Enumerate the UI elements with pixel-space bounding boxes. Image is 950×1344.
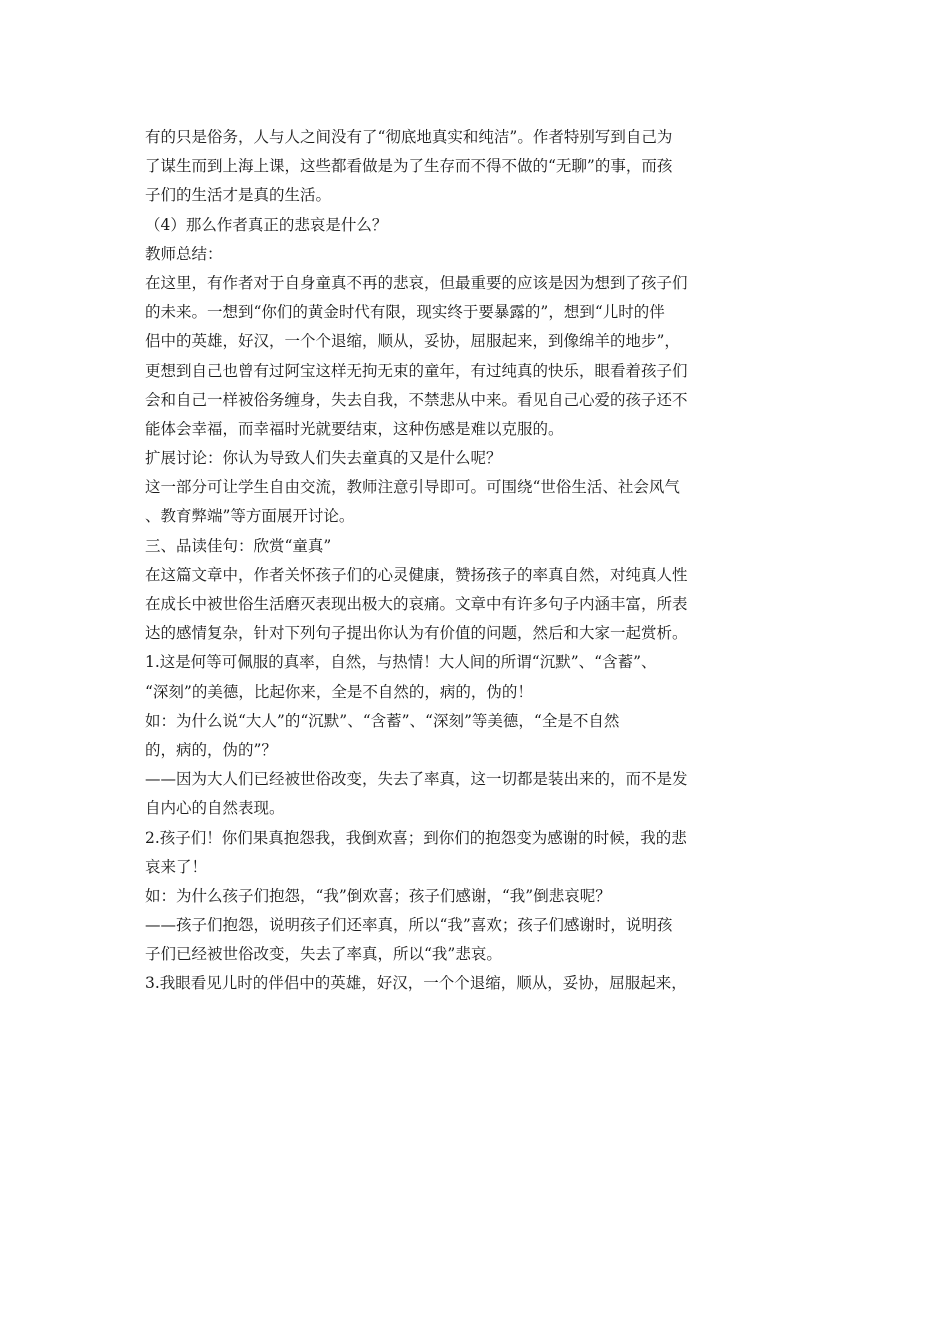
- example-question: 如：为什么孩子们抱怨，“我”倒欢喜；孩子们感谢，“我”倒悲哀呢？: [145, 886, 611, 905]
- text-line: 能体会幸福，而幸福时光就要结束，这种伤感是难以克服的。: [145, 419, 564, 438]
- text-line: 会和自己一样被俗务缠身，失去自我，不禁悲从中来。看见自己心爱的孩子还不: [145, 390, 688, 409]
- section-heading: 三、品读佳句：欣赏“童真”: [145, 536, 332, 555]
- text-line: 、教育弊端”等方面展开讨论。: [145, 507, 355, 526]
- text-line: 有的只是俗务，人与人之间没有了“彻底地真实和纯洁”。作者特别写到自己为: [145, 128, 673, 146]
- text-line: 在这里，有作者对于自身童真不再的悲哀，但最重要的应该是因为想到了孩子们: [145, 273, 688, 292]
- quote-item: 1.这是何等可佩服的真率，自然，与热情！大人间的所谓“沉默”、“含蓄”、: [145, 653, 657, 672]
- discussion-prompt: 扩展讨论：你认为导致人们失去童真的又是什么呢？: [145, 449, 502, 468]
- document-body: [145, 123, 740, 999]
- text-line: 更想到自己也曾有过阿宝这样无拘无束的童年，有过纯真的快乐，眼看着孩子们: [145, 361, 688, 380]
- text-line: 达的感情复杂，针对下列句子提出你认为有价值的问题，然后和大家一起赏析。: [145, 624, 688, 643]
- question-heading: （4）那么作者真正的悲哀是什么？: [145, 215, 388, 234]
- example-question: 如：为什么说“大人”的“沉默”、“含蓄”、“深刻”等美德，“全是不自然: [145, 711, 620, 730]
- text-line: 了谋生而到上海上课，这些都看做是为了生存而不得不做的“无聊”的事，而孩: [145, 157, 673, 176]
- answer-line: ——孩子们抱怨，说明孩子们还率真，所以“我”喜欢；孩子们感谢时，说明孩: [145, 916, 673, 935]
- teacher-summary-label: 教师总结：: [145, 244, 223, 263]
- text-line: 的未来。一想到“你们的黄金时代有限，现实终于要暴露的”，想到“儿时的伴: [145, 303, 665, 322]
- text-line: 在成长中被世俗生活磨灭表现出极大的哀痛。文章中有许多句子内涵丰富，所表: [145, 595, 688, 613]
- text-line: 哀来了！: [145, 857, 208, 876]
- text-line: 自内心的自然表现。: [145, 799, 285, 818]
- text-line: 侣中的英雄，好汉，一个个退缩，顺从，妥协，屈服起来，到像绵羊的地步”，: [145, 332, 680, 351]
- text-line: 的，病的，伪的”？: [145, 740, 277, 759]
- text-line: 子们已经被世俗改变，失去了率真，所以“我”悲哀。: [145, 945, 502, 964]
- text-line: “深刻”的美德，比起你来，全是不自然的，病的，伪的！: [145, 682, 533, 701]
- quote-item: 2.孩子们！你们果真抱怨我，我倒欢喜；到你们的抱怨变为感谢的时候，我的悲: [145, 828, 687, 847]
- text-line: 在这篇文章中，作者关怀孩子们的心灵健康，赞扬孩子的率真自然，对纯真人性: [145, 565, 688, 584]
- answer-line: ——因为大人们已经被世俗改变，失去了率真，这一切都是装出来的，而不是发: [145, 770, 688, 789]
- quote-item: 3.我眼看见儿时的伴侣中的英雄，好汉，一个个退缩，顺从，妥协，屈服起来，: [145, 974, 687, 993]
- text-line: 子们的生活才是真的生活。: [145, 186, 332, 205]
- text-line: 这一部分可让学生自由交流，教师注意引导即可。可围绕“世俗生活、社会风气: [145, 478, 680, 497]
